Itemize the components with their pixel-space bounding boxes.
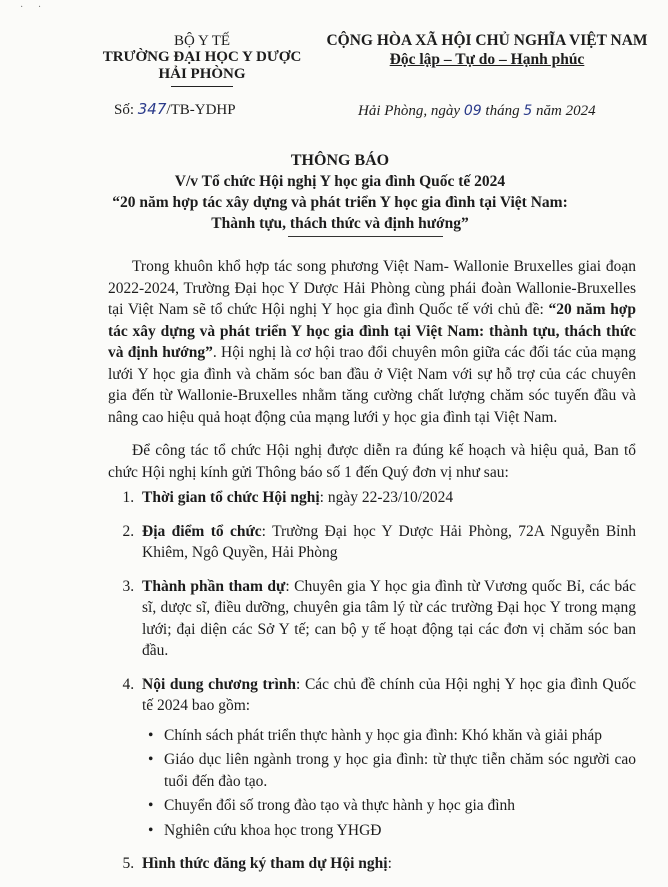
item-label: Thành phần tham dự [142, 577, 286, 595]
notice-items [108, 487, 636, 875]
date-month-label: tháng [485, 103, 520, 119]
item-text: : ngày 22-23/10/2024 [319, 489, 454, 506]
intro-text-a: Trong khuôn khổ hợp tác song phương Việt Nam- Wallonie Bruxelles giai đoạn 2022-2024, Trường Đại học Y Dược Hải Phòng cùng phái đoàn Wallonie-Bruxelles tại Việt Nam sẽ tổ chức Hội nghị Y học gia đình Quốc tế với chủ đề: [108, 258, 636, 318]
item-text: : Các chủ đề chính của Hội nghị Y học gia đình Quốc tế 2024 bao gồm: [142, 675, 636, 714]
item-label: Địa điểm tổ chức [142, 522, 262, 540]
notice-subject: V/v Tổ chức Hội nghị Y học gia đình Quốc tế 2024 [174, 173, 506, 190]
notice-body [108, 256, 636, 887]
purpose-paragraph: Để công tác tổ chức Hội nghị được diễn ra đúng kế hoạch và hiệu quả, Ban tổ chức Hội nghị kính gửi Thông báo số 1 đến Quý đơn vị như sau: [108, 442, 636, 481]
notice-theme-line1: “20 năm hợp tác xây dựng và phát triển Y học gia đình tại Việt Nam: [112, 194, 568, 211]
issuer-underline [171, 86, 233, 87]
intro-paragraph [108, 256, 636, 428]
doc-number-suffix: /TB-YDHP [166, 102, 236, 118]
scan-marks: · · [20, 2, 48, 13]
university-name-line1: TRƯỜNG ĐẠI HỌC Y DƯỢC [102, 49, 302, 65]
date-place: Hải Phòng, ngày [358, 103, 461, 119]
university-name-line2: HẢI PHÒNG [158, 66, 246, 82]
intro-text-b: . Hội nghị là cơ hội trao đổi chuyên môn giữa các đối tác của mạng lưới Y học gia đình và chăm sóc ban đầu ở Việt Nam với sự hỗ trợ của các chuyên gia đến từ Wallonie-Bruxelles nhằm tăng cường chất lượng chăm sóc tuyến đầu và nâng cao hiệu quả hoạt động của mạng lưới y học gia đình tại Việt Nam. [108, 344, 636, 426]
issuer-header [96, 34, 308, 87]
date-day: 09 [463, 103, 482, 119]
topic-item: • Nghiên cứu khoa học trong YHGĐ [148, 820, 636, 842]
national-header [322, 32, 652, 70]
item-program [138, 674, 636, 842]
title-divider [288, 236, 443, 237]
date-year: 2024 [565, 103, 596, 119]
intro-theme-bold: “20 năm hợp tác xây dựng và phát triển Y học gia đình tại Việt Nam: thành tựu, thách thức và định hướng” [108, 301, 637, 361]
national-title: CỘNG HÒA XÃ HỘI CHỦ NGHĨA VIỆT NAM [326, 32, 648, 49]
notice-title [80, 150, 600, 234]
doc-number-handwritten: 347 [137, 100, 167, 118]
item-label: Nội dung chương trình [142, 675, 297, 693]
ministry-name: BỘ Y TẾ [173, 33, 231, 49]
item-label: Thời gian tổ chức Hội nghị [142, 489, 320, 506]
notice-theme-line2: Thành tựu, thách thức và định hướng” [211, 215, 469, 232]
topic-item: • Chuyển đổi số trong đào tạo và thực hành y học gia đình [148, 795, 636, 817]
doc-number-prefix: Số: [114, 102, 135, 118]
topic-item: • Chính sách phát triển thực hành y học gia đình: Khó khăn và giải pháp [148, 725, 636, 747]
notice-heading: THÔNG BÁO [290, 152, 390, 169]
item-text: : Trường Đại học Y Dược Hải Phòng, 72A Nguyễn Bỉnh Khiêm, Ngô Quyền, Hải Phòng [142, 522, 636, 561]
document-number [114, 100, 236, 119]
item-text: : [387, 855, 392, 872]
date-year-label: năm [536, 103, 562, 119]
topic-item: • Giáo dục liên ngành trong y học gia đình: từ thực tiễn chăm sóc người cao tuổi đến đào tạo. [148, 749, 636, 792]
item-label: Hình thức đăng ký tham dự Hội nghị [142, 855, 388, 872]
item-registration [138, 853, 636, 875]
item-text: : Chuyên gia Y học gia đình từ Vương quốc Bỉ, các bác sĩ, dược sĩ, điều dưỡng, chuyên gia tâm lý từ các trường Đại học Y trong mạng lưới; đại diện các Sở Y tế; can bộ y tế hoạt động tại các đơn vị chăm sóc ban đầu. [142, 577, 636, 659]
item-time [138, 487, 636, 509]
topic-list [142, 725, 636, 842]
item-participants [138, 576, 636, 662]
issue-date [358, 103, 596, 120]
date-month: 5 [523, 103, 533, 119]
item-venue [138, 521, 636, 564]
national-motto: Độc lập – Tự do – Hạnh phúc [389, 51, 585, 68]
